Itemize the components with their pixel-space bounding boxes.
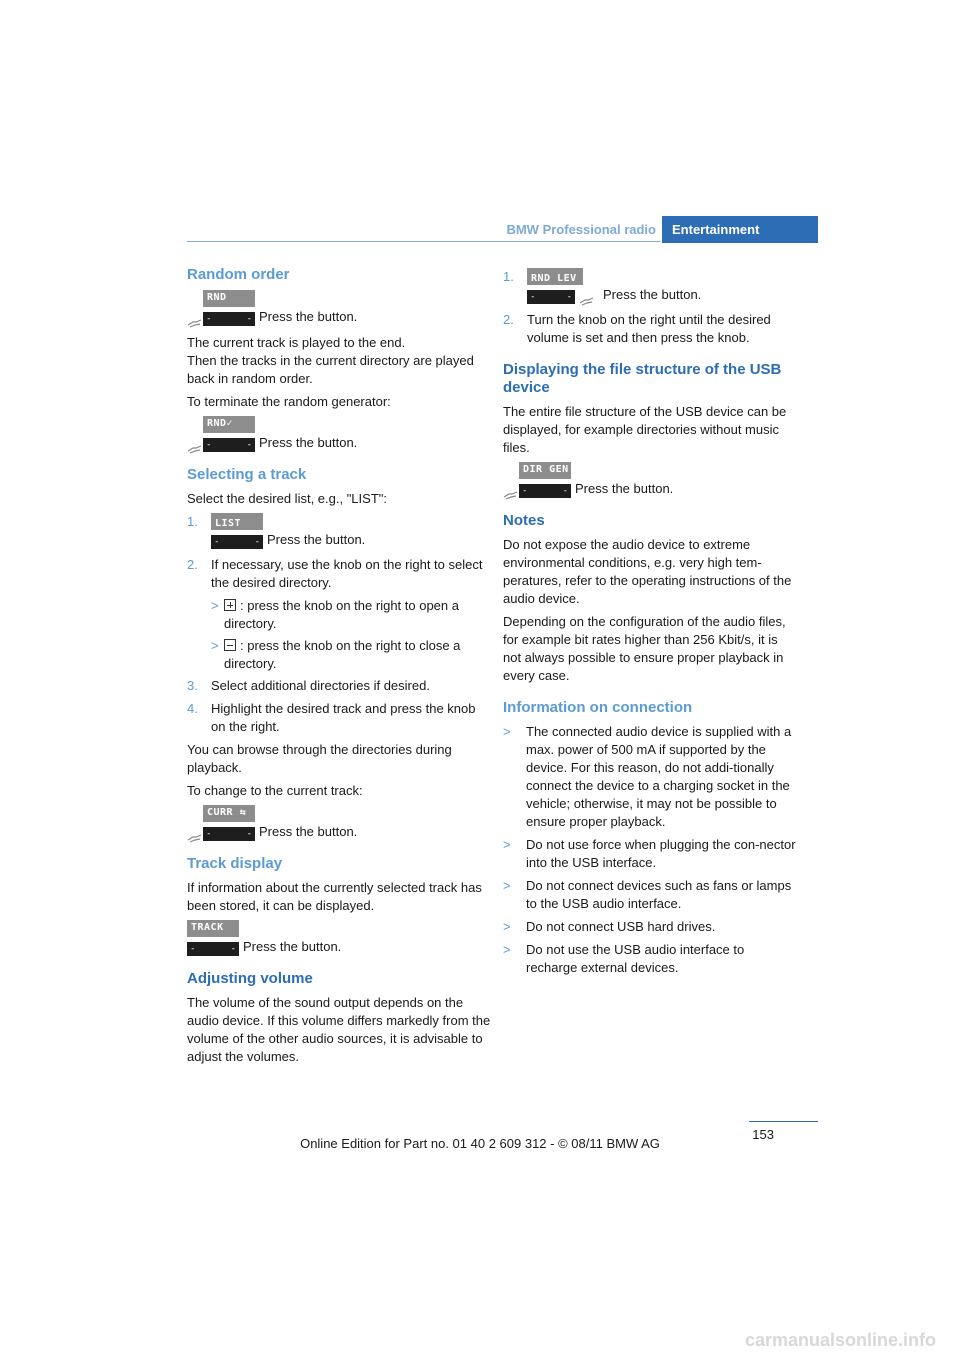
instruction-text: Press the button. <box>603 287 702 302</box>
page-number: 153 <box>752 1127 774 1142</box>
track-button-row <box>187 920 493 958</box>
instruction-text: Press the button. <box>575 481 674 496</box>
heading-random-order: Random order <box>187 266 290 283</box>
volume-button-row <box>527 268 797 306</box>
display-label: RND LEV <box>527 268 583 285</box>
display-label: RND <box>203 290 255 307</box>
softkey-right: - <box>230 944 236 954</box>
hand-pointer-icon <box>503 490 519 500</box>
sub-item-text: : press the knob on the right to open a directory. <box>224 598 459 631</box>
heading-file-structure: Displaying the file structure of the USB device <box>503 361 782 396</box>
softkey-left: - <box>530 292 536 302</box>
hand-pointer-icon <box>187 444 203 454</box>
list-button-row <box>211 513 493 551</box>
bullet-marker: > <box>503 919 511 934</box>
paragraph: The volume of the sound output depends on the audio device. If this volume differs markedly from the volume of the other audio sources, it is advisable to adjust the volumes. <box>187 995 491 1064</box>
softkey-right: - <box>566 292 572 302</box>
paragraph: To terminate the random generator: <box>187 394 391 409</box>
heading-notes: Notes <box>503 512 545 529</box>
step-item <box>503 268 797 306</box>
step-number: 2. <box>503 312 514 327</box>
heading-track-display: Track display <box>187 855 283 872</box>
sub-item-text: : press the knob on the right to close a directory. <box>224 638 461 671</box>
softkey-bar <box>203 312 255 326</box>
instruction-text: Press the button. <box>259 435 358 450</box>
running-header-chapter: Entertainment <box>662 216 818 243</box>
header-divider <box>187 241 660 242</box>
paragraph: Select the desired list, e.g., "LIST": <box>187 491 387 506</box>
bullet-item <box>503 941 797 977</box>
dir-button-row <box>503 462 797 500</box>
bullet-marker: > <box>503 878 511 893</box>
minus-box-icon <box>224 639 236 651</box>
softkey-left: - <box>206 440 212 450</box>
hand-pointer-icon <box>187 318 203 328</box>
bullet-marker: > <box>211 598 219 613</box>
softkey-bar <box>527 290 575 304</box>
step-text: Highlight the desired track and press the knob on the right. <box>211 701 476 734</box>
paragraph: Depending on the configuration of the audio files, for example bit rates higher than 256 Kbit/s, it is not always possible to ensure proper playback in every case. <box>503 614 786 683</box>
bullet-item <box>503 918 797 936</box>
instruction-text: Press the button. <box>267 532 366 547</box>
display-label: CURR ⇆ <box>203 805 255 822</box>
display-label: DIR GEN <box>519 462 571 479</box>
softkey-bar <box>519 484 571 498</box>
bullet-item <box>503 836 797 872</box>
softkey-left: - <box>206 314 212 324</box>
softkey-right: - <box>562 486 568 496</box>
random-off-button-row <box>187 416 493 454</box>
watermark: carmanualsonline.info <box>744 1330 936 1350</box>
softkey-bar <box>187 942 239 956</box>
footer-divider <box>749 1121 818 1122</box>
softkey-right: - <box>246 440 252 450</box>
rnd-lev-button-icon <box>527 268 599 306</box>
step-number: 4. <box>187 701 198 716</box>
softkey-right: - <box>246 829 252 839</box>
step-item <box>187 556 493 592</box>
bullet-marker: > <box>503 837 511 852</box>
step-item <box>187 513 493 551</box>
softkey-bar <box>203 827 255 841</box>
step-item <box>187 677 493 695</box>
step-number: 1. <box>503 269 514 284</box>
display-label: LIST <box>211 513 263 530</box>
bullet-text: Do not use force when plugging the con-nector into the USB interface. <box>526 837 796 870</box>
rnd-off-button-icon <box>187 416 255 454</box>
paragraph: The current track is played to the end. <box>187 335 406 350</box>
step-text: If necessary, use the knob on the right to select the desired directory. <box>211 557 483 590</box>
rnd-button-icon <box>187 290 255 328</box>
instruction-text: Press the button. <box>259 824 358 839</box>
step-text: Select additional directories if desired. <box>211 678 430 693</box>
right-column <box>503 266 797 982</box>
bullet-marker: > <box>503 942 511 957</box>
paragraph: If information about the currently selected track has been stored, it can be displayed. <box>187 880 482 913</box>
step-item <box>187 700 493 736</box>
dir-gen-button-icon <box>503 462 571 500</box>
running-header-section: BMW Professional radio <box>506 222 656 237</box>
heading-connection: Information on connection <box>503 699 693 716</box>
heading-adjusting-volume: Adjusting volume <box>187 970 313 987</box>
step-number: 2. <box>187 557 198 572</box>
paragraph: Do not expose the audio device to extreme environmental conditions, e.g. very high tem-peratures, refer to the operating instructions of the audio device. <box>503 537 792 606</box>
curr-button-icon <box>187 805 255 843</box>
random-button-row <box>187 290 493 328</box>
edition-notice: Online Edition for Part no. 01 40 2 609 312 - © 08/11 BMW AG <box>300 1136 660 1151</box>
step-text: Turn the knob on the right until the desired volume is set and then press the knob. <box>527 312 771 345</box>
bullet-text: Do not connect devices such as fans or lamps to the USB audio interface. <box>526 878 792 911</box>
hand-pointer-icon <box>579 296 595 306</box>
left-column <box>187 266 493 1071</box>
step-number: 1. <box>187 514 198 529</box>
softkey-bar <box>211 535 263 549</box>
heading-selecting-track: Selecting a track <box>187 466 307 483</box>
softkey-left: - <box>214 537 220 547</box>
sub-item-close <box>211 637 493 673</box>
paragraph: The entire file structure of the USB device can be displayed, for example directories without music files. <box>503 404 787 455</box>
softkey-bar <box>203 438 255 452</box>
list-button-icon <box>211 513 263 551</box>
display-label: TRACK <box>187 920 239 937</box>
instruction-text: Press the button. <box>243 939 342 954</box>
bullet-marker: > <box>503 724 511 739</box>
sub-item-open <box>211 597 493 633</box>
step-item <box>503 311 797 347</box>
bullet-marker: > <box>211 638 219 653</box>
softkey-right: - <box>254 537 260 547</box>
bullet-text: The connected audio device is supplied with a max. power of 500 mA if supported by the device. For this reason, do not addi-tionally connect the device to a charging socket in the vehicle; otherwise, it may not be possible to ensure proper playback. <box>526 724 792 829</box>
hand-pointer-icon <box>187 833 203 843</box>
bullet-text: Do not connect USB hard drives. <box>526 919 716 934</box>
paragraph: Then the tracks in the current directory are played back in random order. <box>187 353 474 386</box>
step-number: 3. <box>187 678 198 693</box>
softkey-left: - <box>522 486 528 496</box>
current-track-button-row <box>187 805 493 843</box>
softkey-left: - <box>206 829 212 839</box>
softkey-left: - <box>190 944 196 954</box>
paragraph: You can browse through the directories during playback. <box>187 742 452 775</box>
bullet-item <box>503 723 797 831</box>
paragraph: To change to the current track: <box>187 783 363 798</box>
bullet-item <box>503 877 797 913</box>
display-label: RND✓ <box>203 416 255 433</box>
plus-box-icon <box>224 599 236 611</box>
bullet-text: Do not use the USB audio interface to recharge external devices. <box>526 942 745 975</box>
softkey-right: - <box>246 314 252 324</box>
instruction-text: Press the button. <box>259 309 358 324</box>
track-button-icon <box>187 920 239 958</box>
